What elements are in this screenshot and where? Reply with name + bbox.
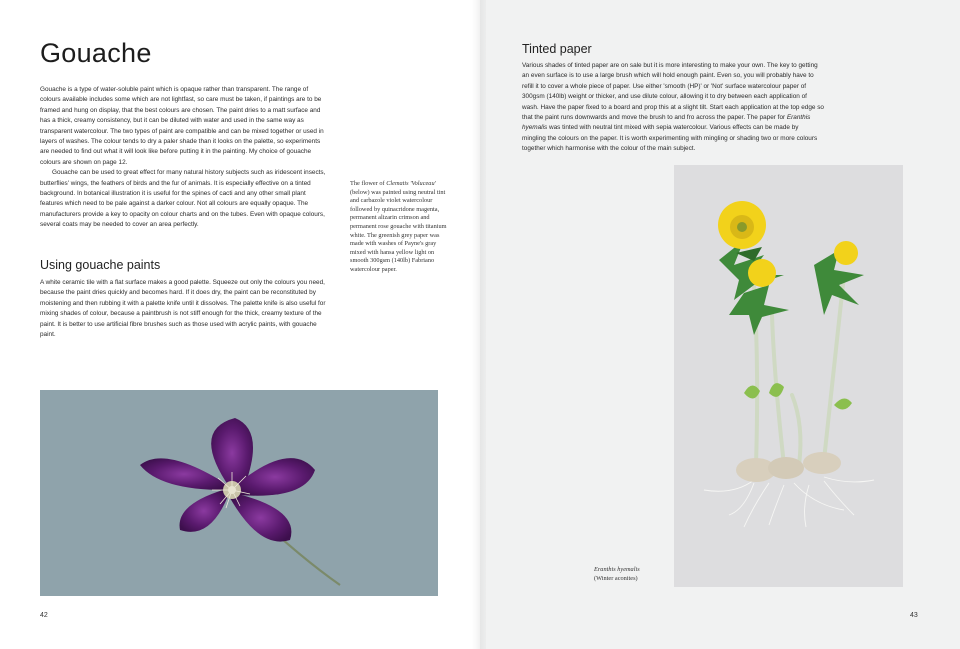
- page-title: Gouache: [40, 38, 152, 68]
- right-text: [522, 61, 824, 155]
- winter-aconite-illustration: [674, 165, 903, 587]
- aconite-caption-species: Eranthis hyemalis: [594, 566, 640, 573]
- page-number-right: 43: [910, 612, 918, 619]
- clematis-illustration: [40, 390, 438, 596]
- clematis-caption: [350, 180, 448, 275]
- section-paragraph: A white ceramic tile with a flat surface makes a good palette. Squeeze out only the colours you need, because the paint dries quickly and becomes hard. If it does dry, the paint can be reconstituted by moistening and then rubbing it with a palette knife until it dissolves. The palette knife is also useful for mixing shades of colour, because a paintbrush is not stiff enough for the thick, creamy texture of the paint. It is better to use artificial fibre brushes such as those used with acrylic paints, with gouache paint.: [40, 279, 326, 339]
- intro-paragraph-1: Gouache is a type of water-soluble paint which is opaque rather than transparent. The range of colours available includes some which are not lightfast, so care must be taken, if paintings are to be framed and hung on display, that the best colours are chosen. The paint dries to a matt surface and has a thick, creamy consistency, but it can be diluted with water and used in the same way as transparent watercolour. The two types of paint are compatible and can be mixed together or used in layers of washes. The colour tends to dry a paler shade than it looks on the palette, so experiments are needed to find out what it will look like before putting it in the painting. My choice of gouache colours are shown on page 12.: [40, 86, 324, 166]
- right-paragraph: [522, 61, 824, 155]
- right-paragraph-species: Eranthis hyemalis: [522, 114, 811, 132]
- aconite-painting-svg: [674, 165, 903, 587]
- clematis-painting-svg: [40, 390, 438, 596]
- right-paragraph-main: Various shades of tinted paper are on sale but it is more interesting to make your own. The key to getting an even surface is to use a large brush which will hold enough paint. Even so, you will probably have to refill it to cover a whole piece of paper. Use either 'smooth (HP)' or 'Not' surface watercolour paper of 300gsm (140lb) weight or thicker, and use dilute colour, allowing it to dry between each application of wash. Have the paper fixed to a board and prop this at a slight tilt. Start each application at the top edge so that the paint runs downwards and move the brush to and fro across the paper. The paper for: [522, 62, 824, 122]
- right-paragraph-rest: was tinted with neutral tint mixed with sepia watercolour. Various effects can be made by mingling the colours on the paper. It is worth experimenting with mingling or shading two or more colours together which harmonise with the colour of the main subject.: [522, 124, 818, 153]
- book-gutter: [472, 0, 486, 649]
- aconite-caption: [594, 566, 664, 583]
- intro-paragraph-2: Gouache can be used to great effect for many natural history subjects such as iridescent insects, butterflies' wings, the feathers of birds and the fur of animals. It is especially effective on a tinted background. In botanical illustration it is useful for the spines of cacti and any other small plant features which need to be pale against a darker colour. Not all colours are equally opaque. The manufacturers provide a key to opacity on colour charts and on the tubes. Even with opaque colours, several coats may be needed to cover an area perfectly.: [40, 169, 326, 229]
- intro-text: [40, 85, 326, 231]
- section-heading: Using gouache paints: [40, 258, 161, 272]
- caption-rest: (below) was painted using neutral tint and carbazole violet watercolour followed by quinacridone magenta, permanent alizarin crimson and permanent rose gouache with titanium white. The greenish grey paper was made with washes of Payne's gray mixed with hansa yellow light on smooth 300gsm (140lb) Fabriano watercolour paper.: [350, 188, 447, 273]
- page-number-left: 42: [40, 612, 48, 619]
- caption-prefix: The flower of: [350, 180, 387, 187]
- caption-species: Clematis 'Voluceau': [386, 180, 436, 187]
- right-heading: Tinted paper: [522, 42, 592, 56]
- section-text: [40, 278, 326, 340]
- aconite-caption-common: (Winter aconites): [594, 574, 638, 582]
